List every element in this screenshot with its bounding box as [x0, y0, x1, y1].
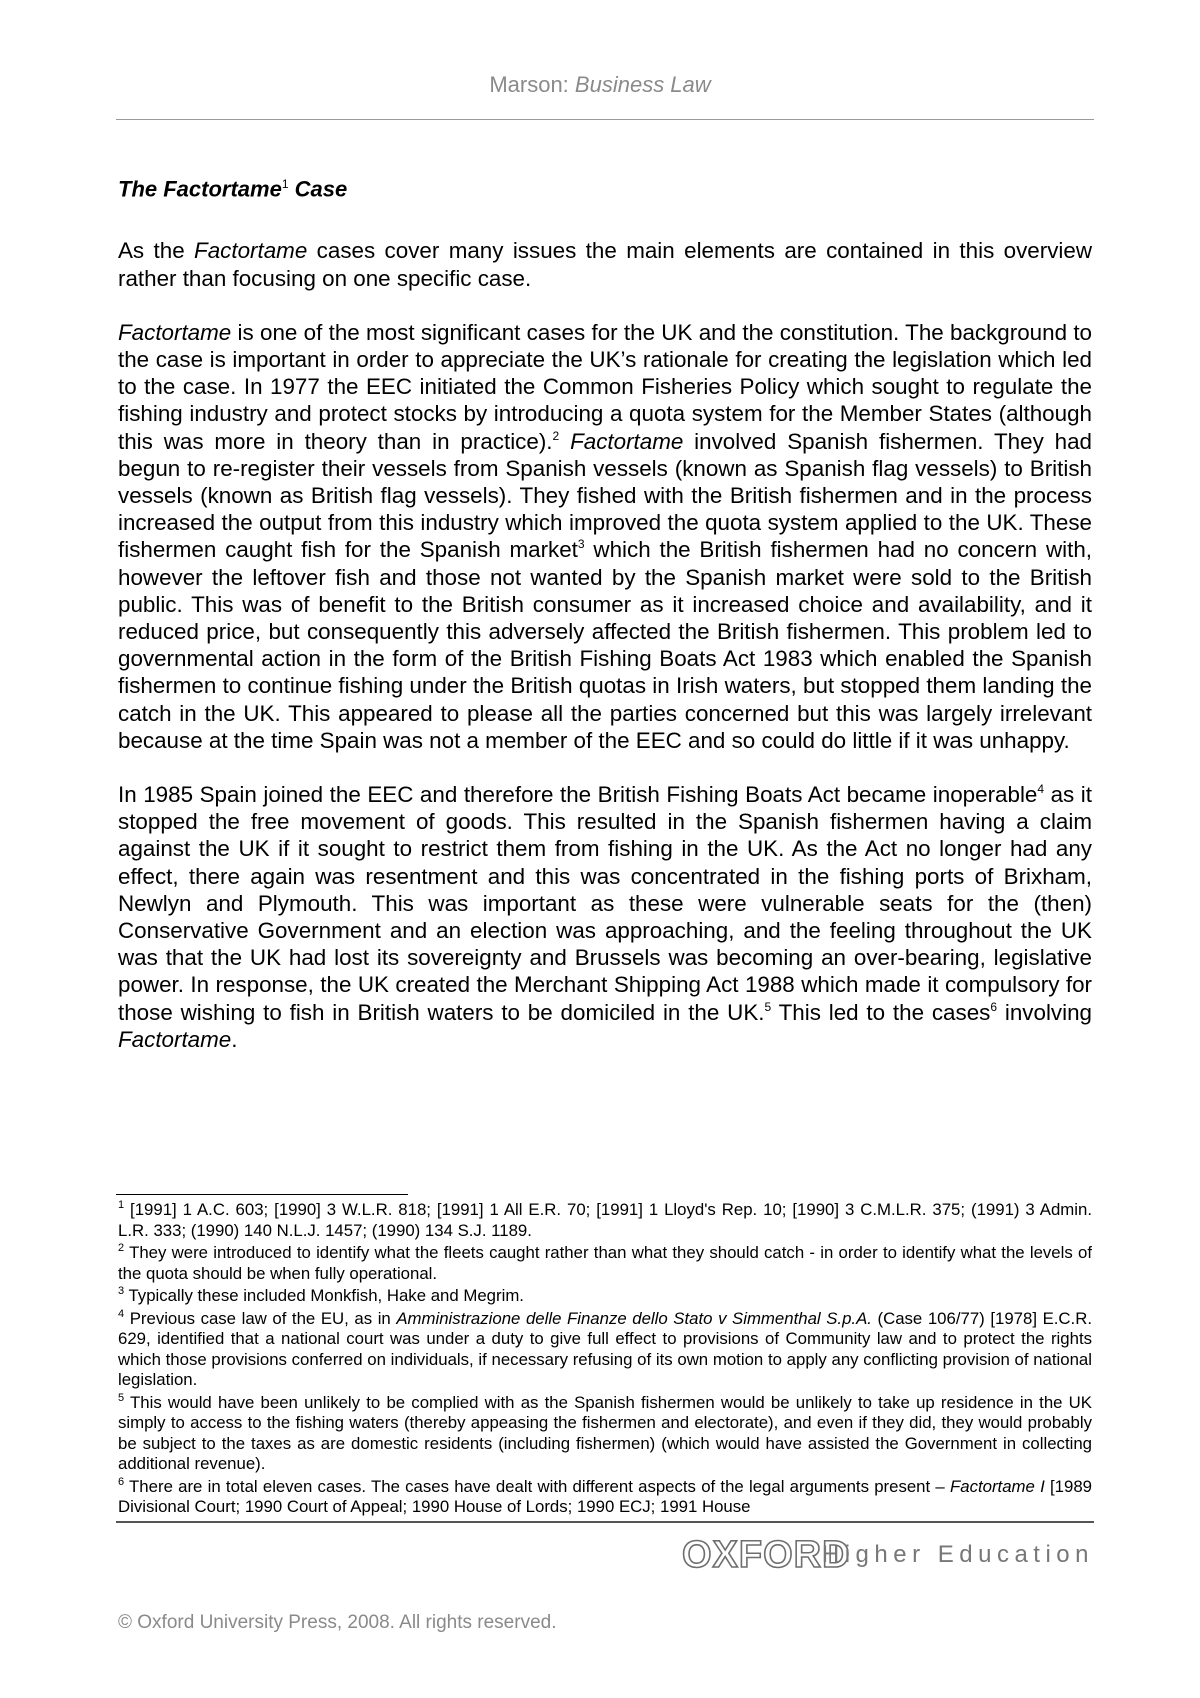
- footnote-ref-3[interactable]: 3: [577, 537, 585, 552]
- title-text: The Factortame: [118, 176, 282, 202]
- header-author: Marson:: [489, 72, 575, 97]
- logo-wordmark: OXFORD: [682, 1534, 851, 1576]
- footer-rule: [116, 1521, 1094, 1523]
- footnote-ref-2[interactable]: 2: [552, 428, 560, 443]
- footnote-4: $^4$ Previous case law of the EU, as in Amministrazione delle Finanze dello Stato v Simmenthal S.p.A. (Case 106/77) [1978] E.C.R. 629, identified that a national court was under a duty to give full effect to provisions of Community law and to protect the rights which those provisions conferred on individuals, if necessary refusing of its own motion to apply any conflicting provision of national legislation.: [118, 1307, 1092, 1389]
- oxford-logo: [682, 1532, 1094, 1578]
- copyright-notice: © Oxford University Press, 2008. All rights reserved.: [118, 1612, 557, 1633]
- footnote-1: $^1$ [1991] 1 A.C. 603; [1990] 3 W.L.R. 818; [1991] 1 All E.R. 70; [1991] 1 Lloyd's Rep. 10; [1990] 3 C.M.L.R. 375; (1991) 3 Admin. L.R. 333; (1990) 140 N.L.J. 1457; (1990) 134 S.J. 1189.: [118, 1200, 1092, 1240]
- footnote-ref-5[interactable]: 5: [764, 999, 772, 1014]
- running-header: [0, 72, 1200, 98]
- footnote-ref-6[interactable]: 6: [990, 999, 998, 1014]
- header-rule: [116, 119, 1094, 120]
- footnote-3: $^3$ Typically these included Monkfish, Hake and Megrim.: [118, 1285, 524, 1305]
- header-book-title: Business Law: [574, 72, 711, 97]
- paragraph-1: As the Factortame cases cover many issues the main elements are contained in this overview rather than focusing on one specific case.: [118, 238, 1092, 291]
- paragraph-2: Factortame is one of the most significant cases for the UK and the constitution. The background to the case is important in order to appreciate the UK’s rationale for creating the legislation which led to the case. In 1977 the EEC initiated the Common Fisheries Policy which sought to regulate the fishing industry and protect stocks by introducing a quota system for the Member States (although this was more in theory than in practice).$^2$ Factortame involved Spanish fishermen. They had begun to re-register their vessels from Spanish vessels (known as Spanish flag vessels) to British vessels (known as British flag vessels). They fished with the British fishermen and in the process increased the output from this industry which improved the quota system applied to the UK. These fishermen caught fish for the Spanish market$^3$ which the British fishermen had no concern with, however the leftover fish and those not wanted by the Spanish market were sold to the British public. This was of benefit to the British consumer as it increased choice and availability, and it reduced price, but consequently this adversely affected the British fishermen. This problem led to governmental action in the form of the British Fishing Boats Act 1983 which enabled the Spanish fishermen to continue fishing under the British quotas in Irish waters, but stopped them landing the catch in the UK. This appeared to please all the parties concerned but this was largely irrelevant because at the time Spain was not a member of the EEC and so could do little if it was unhappy.: [118, 319, 1092, 753]
- title-suffix: Case: [288, 176, 348, 202]
- footnote-ref-4[interactable]: 4: [1037, 781, 1045, 796]
- paragraph-3: In 1985 Spain joined the EEC and therefore the British Fishing Boats Act became inoperable$^4$ as it stopped the free movement of goods. This resulted in the Spanish fishermen having a claim against the UK if it sought to restrict them from fishing in the UK. As the Act no longer had any effect, there again was resentment and this was concentrated in the fishing ports of Brixham, Newlyn and Plymouth. This was important as these were vulnerable seats for the (then) Conservative Government and an election was approaching, and the feeling throughout the UK was that the UK had lost its sovereignty and Brussels was becoming an over-bearing, legislative power. In response, the UK created the Merchant Shipping Act 1988 which made it compulsory for those wishing to fish in British waters to be domiciled in the UK.$^5$ This led to the cases$^6$ involving Factortame.: [118, 781, 1092, 1052]
- footnote-5: $^5$ This would have been unlikely to be complied with as the Spanish fishermen would be unlikely to take up residence in the UK simply to access to the fishing waters (thereby appeasing the fishermen and electorate), and even if they did, they would probably be subject to the taxes as are domestic residents (including fishermen) (which would have assisted the Government in collecting additional revenue).: [118, 1391, 1092, 1473]
- footnote-2: $^2$ They were introduced to identify what the fleets caught rather than what they should catch - in order to identify what the levels of the quota should be when fully operational.: [118, 1242, 1092, 1283]
- footnotes: [118, 1200, 1092, 1516]
- footnote-ref-1[interactable]: 1: [281, 177, 289, 191]
- article-title: [118, 170, 1092, 203]
- article-body: [118, 170, 1092, 1053]
- logo-subtitle: Higher Education: [821, 1541, 1094, 1568]
- footnote-separator: [116, 1194, 408, 1195]
- footnote-6: $^6$ There are in total eleven cases. The cases have dealt with different aspects of the legal arguments present – Factortame I [1989 Divisional Court; 1990 Court of Appeal; 1990 House of Lords; 1990 ECJ; 1991 House: [118, 1475, 1092, 1516]
